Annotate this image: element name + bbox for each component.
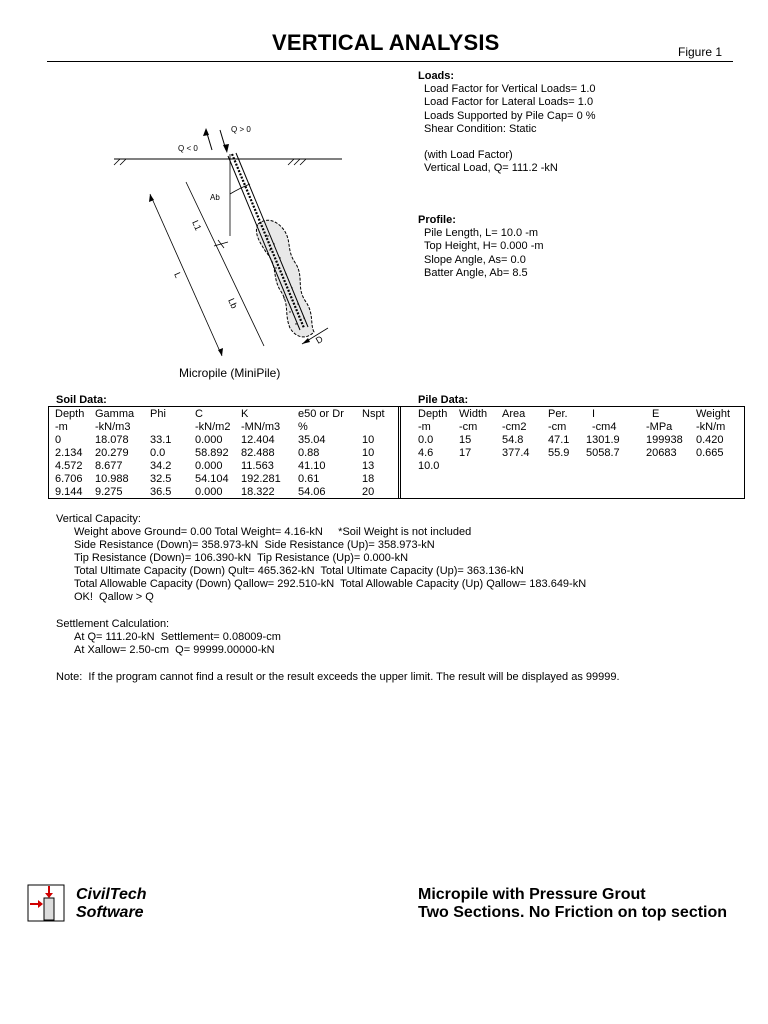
soil-cell: 36.5 — [150, 486, 172, 498]
pile-unit: -cm — [548, 421, 567, 433]
soil-col-header: e50 or Dr — [298, 408, 344, 420]
pile-cell: 377.4 — [502, 447, 530, 459]
capacity-line: Tip Resistance (Down)= 106.390-kN Tip Resistance (Up)= 0.000-kN — [74, 552, 409, 564]
soil-cell: 4.572 — [55, 460, 83, 472]
q-negative-label: Q < 0 — [178, 144, 198, 153]
table-row — [49, 473, 400, 486]
soil-cell: 82.488 — [241, 447, 275, 459]
pile-col-header: Weight — [696, 408, 731, 420]
soil-cell: 33.1 — [150, 434, 172, 446]
pile-cell: 4.6 — [418, 447, 434, 459]
table-row — [399, 434, 744, 447]
civiltech-logo-icon — [27, 884, 67, 924]
pile-cell: 1301.9 — [586, 434, 620, 446]
soil-unit: % — [298, 421, 308, 433]
loads-line: Load Factor for Vertical Loads= 1.0 — [424, 83, 596, 96]
soil-cell: 18 — [362, 473, 375, 485]
soil-cell: 8.677 — [95, 460, 123, 472]
soil-unit: -MN/m3 — [241, 421, 281, 433]
soil-col-header: Nspt — [362, 408, 385, 420]
soil-cell: 0.0 — [150, 447, 166, 459]
profile-line: Pile Length, L= 10.0 -m — [424, 227, 539, 240]
soil-cell: 0.000 — [195, 434, 223, 446]
soil-cell: 54.104 — [195, 473, 229, 485]
table-row — [49, 460, 400, 473]
pile-col-header: I — [592, 408, 596, 420]
table-row — [49, 486, 400, 499]
loads-heading: Loads: — [418, 70, 455, 82]
soil-cell: 10 — [362, 447, 375, 459]
soil-cell: 11.563 — [241, 460, 274, 472]
profile-section — [418, 214, 544, 280]
pile-cell: 5058.7 — [586, 447, 620, 459]
loads-section — [418, 70, 596, 175]
soil-header-row — [49, 408, 400, 421]
profile-heading: Profile: — [418, 214, 456, 226]
soil-unit: -m — [55, 421, 68, 433]
loads-line: Loads Supported by Pile Cap= 0 % — [424, 109, 596, 122]
soil-cell: 54.06 — [298, 486, 326, 498]
soil-cell: 18.078 — [95, 434, 129, 446]
settlement-line: At Q= 111.20-kN Settlement= 0.08009-cm — [74, 631, 281, 643]
loads-line: Load Factor for Lateral Loads= 1.0 — [424, 96, 594, 109]
settlement-line: At Xallow= 2.50-cm Q= 99999.00000-kN — [74, 644, 275, 656]
soil-cell: 12.404 — [241, 434, 275, 446]
soil-cell: 0.61 — [298, 473, 320, 485]
soil-unit: -kN/m3 — [95, 421, 131, 433]
soil-cell: 41.10 — [298, 460, 326, 472]
company-name — [76, 886, 147, 922]
soil-cell: 0.88 — [298, 447, 320, 459]
pile-unit: -cm2 — [502, 421, 527, 433]
table-row — [49, 434, 400, 447]
table-row — [49, 447, 400, 460]
footer-title-line2: Two Sections. No Friction on top section — [418, 904, 728, 921]
diagram-caption: Micropile (MiniPile) — [179, 366, 281, 380]
loads-line: Shear Condition: Static — [424, 122, 537, 135]
pile-cell: 20683 — [646, 447, 677, 459]
soil-cell: 13 — [362, 460, 375, 472]
soil-units-row — [49, 421, 400, 434]
soil-heading: Soil Data: — [56, 394, 107, 406]
capacity-line: Total Allowable Capacity (Down) Qallow= 292.510-kN Total Allowable Capacity (Up) Qallow= 183.649-kN — [74, 578, 587, 590]
pile-cell: 17 — [459, 447, 472, 459]
soil-col-header: Phi — [150, 408, 166, 420]
pile-unit: -cm — [459, 421, 478, 433]
micropile-diagram — [100, 118, 360, 368]
soil-col-header: Depth — [55, 408, 85, 420]
soil-col-header: K — [241, 408, 249, 420]
pile-col-header: Depth — [418, 408, 448, 420]
q-positive-label: Q > 0 — [231, 125, 251, 134]
soil-cell: 20 — [362, 486, 375, 498]
soil-cell: 2.134 — [55, 447, 83, 459]
note-text: Note: If the program cannot find a result or the result exceeds the upper limit. The result will be displayed as 99999. — [56, 671, 620, 683]
pile-heading: Pile Data: — [418, 394, 469, 406]
footer-title — [418, 886, 768, 922]
l-label: L — [172, 270, 184, 280]
pile-col-header: Per. — [548, 408, 568, 420]
soil-cell: 9.144 — [55, 486, 83, 498]
footer-title-line1: Micropile with Pressure Grout — [418, 886, 646, 903]
pile-cell: 0.420 — [696, 434, 724, 446]
capacity-check: OK! Qallow > Q — [74, 591, 154, 603]
soil-cell: 192.281 — [241, 473, 281, 485]
soil-cell: 9.275 — [95, 486, 123, 498]
pile-unit: -MPa — [646, 421, 673, 433]
pile-header-row — [399, 408, 744, 421]
settlement-heading: Settlement Calculation: — [56, 618, 170, 630]
capacity-line: Side Resistance (Down)= 358.973-kN Side Resistance (Up)= 358.973-kN — [74, 539, 435, 551]
l1-label: L1 — [190, 218, 204, 232]
company-line1: CivilTech — [76, 886, 147, 903]
profile-line: Top Height, H= 0.000 -m — [424, 240, 544, 253]
table-row — [399, 447, 744, 460]
soil-cell: 10 — [362, 434, 375, 446]
capacity-line: Total Ultimate Capacity (Down) Qult= 465.362-kN Total Ultimate Capacity (Up)= 363.136-kN — [74, 565, 524, 577]
capacity-line: Weight above Ground= 0.00 Total Weight= 4.16-kN *Soil Weight is not included — [74, 526, 472, 538]
pile-cell: 10.0 — [418, 460, 440, 472]
soil-col-header: Gamma — [95, 408, 135, 420]
vertical-capacity-section — [56, 513, 586, 604]
pile-unit: -kN/m — [696, 421, 726, 433]
pile-col-header: E — [652, 408, 660, 420]
figure-label: Figure 1 — [678, 45, 723, 59]
d-label: D — [314, 333, 325, 346]
pile-cell: 55.9 — [548, 447, 570, 459]
table-row — [399, 460, 744, 473]
soil-table — [48, 406, 401, 499]
soil-cell: 32.5 — [150, 473, 172, 485]
ab-label: Ab — [210, 193, 220, 202]
soil-cell: 0.000 — [195, 460, 223, 472]
header-divider — [47, 61, 733, 62]
soil-cell: 34.2 — [150, 460, 172, 472]
vertical-capacity-heading: Vertical Capacity: — [56, 513, 141, 525]
pile-unit: -m — [418, 421, 431, 433]
company-line2: Software — [76, 904, 144, 921]
page-title: VERTICAL ANALYSIS — [272, 30, 500, 55]
profile-line: Batter Angle, Ab= 8.5 — [424, 266, 528, 279]
pile-cell: 15 — [459, 434, 472, 446]
soil-cell: 10.988 — [95, 473, 129, 485]
pile-units-row — [399, 421, 744, 434]
soil-cell: 6.706 — [55, 473, 83, 485]
pile-cell: 199938 — [646, 434, 683, 446]
soil-cell: 18.322 — [241, 486, 275, 498]
soil-unit: -kN/m2 — [195, 421, 231, 433]
soil-cell: 20.279 — [95, 447, 129, 459]
pile-unit: -cm4 — [592, 421, 617, 433]
pile-col-header: Area — [502, 408, 526, 420]
soil-cell: 0 — [55, 434, 62, 446]
load-factor-note: (with Load Factor) — [424, 149, 513, 162]
pile-cell: 54.8 — [502, 434, 524, 446]
pile-col-header: Width — [459, 408, 488, 420]
soil-col-header: C — [195, 408, 203, 420]
pile-cell: 0.0 — [418, 434, 434, 446]
pile-cell: 0.665 — [696, 447, 724, 459]
profile-line: Slope Angle, As= 0.0 — [424, 253, 526, 266]
settlement-section — [56, 618, 281, 657]
pile-cell: 47.1 — [548, 434, 570, 446]
vertical-load: Vertical Load, Q= 111.2 -kN — [424, 162, 558, 175]
soil-cell: 0.000 — [195, 486, 223, 498]
lb-label: Lb — [226, 296, 240, 310]
soil-cell: 58.892 — [195, 447, 229, 459]
soil-cell: 35.04 — [298, 434, 326, 446]
pile-table — [398, 406, 745, 499]
